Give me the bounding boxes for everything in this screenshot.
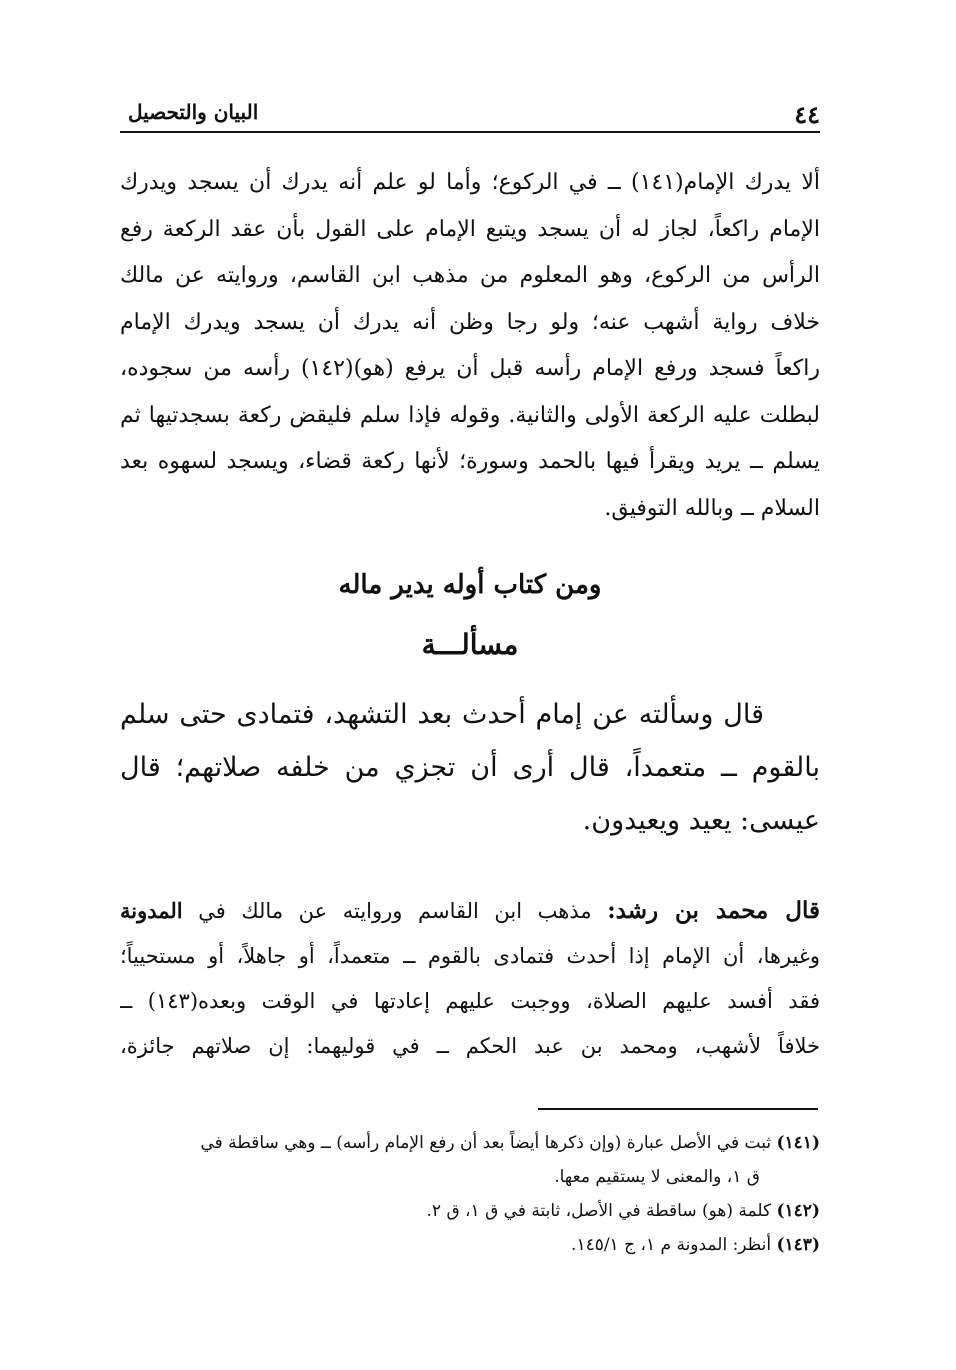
footnote-number: (١٤١) [776, 1133, 820, 1153]
text-line [120, 888, 820, 934]
section-heading: ومن كتاب أوله يدير ماله [338, 570, 602, 600]
text-line: يسلم ــ يريد ويقرأ فيها بالحمد وسورة؛ لأنها ركعة قضاء، ويسجد لسهوه بعد [120, 449, 820, 474]
footnote-text: كلمة (هو) ساقطة في الأصل، ثابتة في ق ١، ق ٢. [426, 1201, 772, 1221]
footnote [120, 1126, 820, 1160]
text-line: الإمام راكعاً، لجاز له أن يسجد ويتبع الإمام على القول بأن عقد الركعة رفع [120, 216, 820, 242]
footnote-rule [538, 1108, 818, 1110]
text-line: فقد أفسد عليهم الصلاة، ووجبت عليهم إعادتها في الوقت وبعده(١٤٣) ــ [120, 989, 820, 1013]
text-line: قال وسألته عن إمام أحدث بعد التشهد، فتمادى حتى سلم [120, 699, 764, 730]
text-line: ألا يدرك الإمام(١٤١) ــ في الركوع؛ وأما لو علم أنه يدرك أن يسجد ويدرك [120, 170, 820, 195]
text-line: خلافاً لأشهب، ومحمد بن عبد الحكم ــ في قوليهما: إن صلاتهم جائزة، [120, 1034, 820, 1058]
text-line: بالقوم ــ متعمداً، قال أرى أن تجزي من خلفه صلاتهم؛ قال [120, 752, 820, 783]
text-line: راكعاً فسجد ورفع الإمام رأسه قبل أن يرفع (هو)(١٤٢) رأسه من سجوده، [120, 356, 820, 381]
text-line: خلاف رواية أشهب عنه؛ ولو رجا وظن أنه يدرك أن يسجد ويدرك الإمام [120, 309, 820, 335]
page-header [120, 100, 820, 132]
footnote-text: أنظر: المدونة م ١، ج ١٤٥/١. [571, 1235, 772, 1255]
masala-heading: مسألـــة [421, 628, 519, 661]
question-paragraph [120, 688, 820, 847]
commentary-lead: قال محمد بن رشد: [607, 897, 820, 924]
text-line: لبطلت عليه الركعة الأولى والثانية. وقوله فإذا سلم فليقض ركعة بسجدتيها ثم [120, 402, 820, 428]
text-line: عيسى: يعيد ويعيدون. [582, 805, 820, 836]
footnote-number: (١٤٢) [776, 1201, 820, 1221]
footnote [120, 1194, 820, 1228]
footnote [120, 1228, 820, 1262]
text-line: الرأس من الركوع، وهو المعلوم من مذهب ابن القاسم، وروايته عن مالك [120, 263, 820, 288]
book-title: المدونة [120, 898, 183, 923]
commentary-text: مذهب ابن القاسم وروايته عن مالك في [182, 899, 608, 923]
text-line: وغيرها، أن الإمام إذا أحدث فتمادى بالقوم ــ متعمداً، أو جاهلاً، أو مستحيياً؛ [120, 944, 820, 968]
footnote-continuation: ق ١، والمعنى لا يستقيم معها. [554, 1167, 760, 1187]
footnotes [120, 1126, 820, 1262]
running-title: البيان والتحصيل [128, 100, 259, 124]
header-rule [120, 131, 820, 133]
footnote-text: ثبت في الأصل عبارة (وإن ذكرها أيضاً بعد أن رفع الإمام رأسه) ــ وهي ساقطة في [200, 1133, 772, 1153]
commentary-paragraph [120, 888, 820, 1069]
page-number: ٤٤ [794, 100, 820, 129]
text-line: السلام ــ وبالله التوفيق. [604, 495, 820, 521]
footnote-number: (١٤٣) [776, 1235, 820, 1255]
opening-paragraph [120, 160, 820, 532]
